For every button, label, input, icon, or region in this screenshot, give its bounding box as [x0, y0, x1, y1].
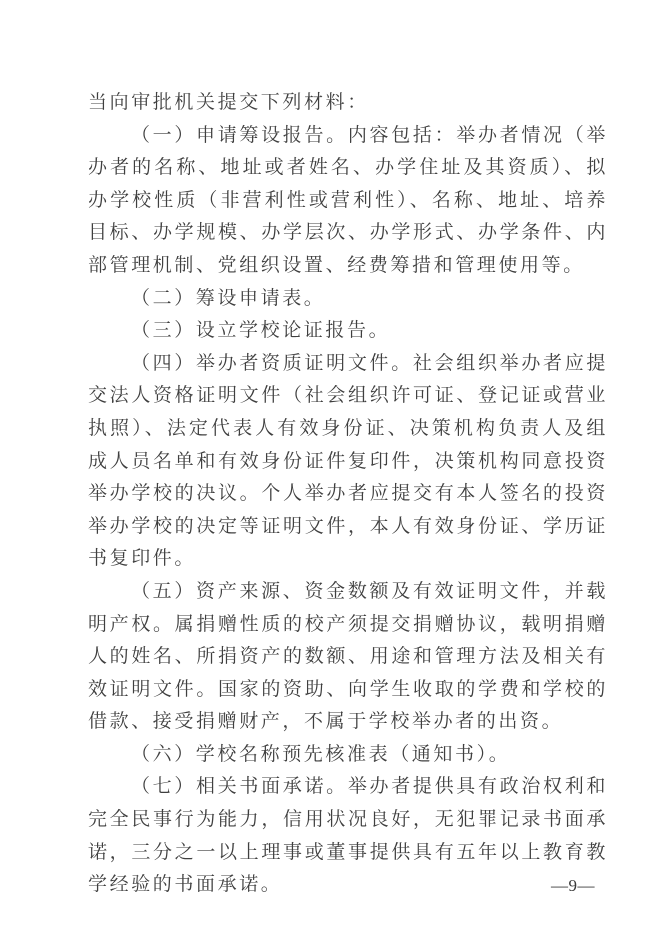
paragraph-item-7-written-commitments: （七）相关书面承诺。举办者提供具有政治权利和完全民事行为能力，信用状况良好，无犯罪记录书面承诺，三分之一以上理事或董事提供具有五年以上教育教学经验的书面承诺。: [88, 776, 608, 896]
page-number: —9—: [551, 876, 595, 895]
paragraph-item-3-feasibility-report: （三）设立学校论证报告。: [131, 320, 391, 342]
paragraph-item-5-asset-sources: （五）资产来源、资金数额及有效证明文件，并载明产权。属捐赠性质的校产须提交捐赠协议，载明捐赠人的姓名、所捐资产的数额、用途和管理方法及相关有效证明文件。国家的资助、向学生收取的学费和学校的借款、接受捐赠财产，不属于学校举办者的出资。: [88, 580, 608, 733]
paragraph-materials-intro: 当向审批机关提交下列材料：: [88, 92, 369, 113]
document-body: [88, 87, 608, 902]
paragraph-item-2-application-form: （二）筹设申请表。: [131, 287, 326, 309]
paragraph-item-4-qualification-documents: （四）举办者资质证明文件。社会组织举办者应提交法人资格证明文件（社会组织许可证、登记证或营业执照）、法定代表人有效身份证、决策机构负责人及组成人员名单和有效身份证件复印件，决策机构同意投资举办学校的决议。个人举办者应提交有本人签名的投资举办学校的决定等证明文件，本人有效身份证、学历证书复印件。: [88, 352, 608, 570]
paragraph-item-6-name-preapproval: （六）学校名称预先核准表（通知书）。: [131, 743, 511, 765]
paragraph-item-1-preparation-report: （一）申请筹设报告。内容包括：举办者情况（举办者的名称、地址或者姓名、办学住址及其资质）、拟办学校性质（非营利性或营利性）、名称、地址、培养目标、办学规模、办学层次、办学形式、办学条件、内部管理机制、党组织设置、经费筹措和管理使用等。: [88, 124, 608, 276]
